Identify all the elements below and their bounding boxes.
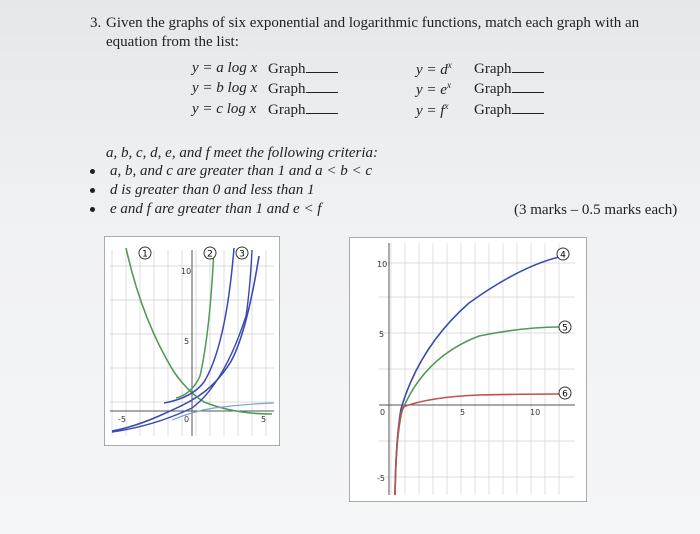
graph-label: Graph (268, 61, 306, 77)
criteria-text: e and f are greater than 1 and e < f (110, 201, 322, 217)
tick-label: 0 (184, 415, 190, 424)
marker-5 (559, 321, 571, 334)
criteria-item (90, 182, 314, 199)
equation-a-log: y = a log x (192, 60, 258, 76)
graph-left (104, 236, 280, 446)
tick-label: 0 (380, 408, 386, 417)
graph-label: Graph (268, 81, 306, 97)
tick-label: 5 (184, 337, 190, 346)
equation-exponent: x (447, 60, 452, 70)
svg-text:3: 3 (239, 249, 245, 260)
tick-label: 10 (377, 260, 388, 269)
criteria-intro: a, b, c, d, e, and f meet the following criteria: (106, 145, 379, 161)
graph-blank-c[interactable] (268, 101, 338, 119)
answer-blank[interactable] (512, 60, 544, 73)
tick-label: 5 (379, 330, 385, 339)
bullet-icon (90, 207, 95, 212)
marker-2 (204, 247, 216, 260)
answer-blank[interactable] (512, 80, 544, 93)
marker-4 (557, 248, 569, 261)
equation-d-exp (416, 60, 452, 79)
equation-base: y = d (416, 62, 448, 78)
tick-label: -5 (118, 415, 126, 424)
criteria-item (90, 163, 372, 180)
answer-blank[interactable] (306, 60, 338, 73)
svg-text:4: 4 (560, 250, 566, 261)
bullet-icon (90, 188, 95, 193)
marker-6 (559, 387, 571, 400)
criteria-text: d is greater than 0 and less than 1 (110, 182, 315, 198)
tick-label: 5 (261, 415, 267, 424)
graph-label: Graph (268, 102, 306, 118)
equation-e-exp (416, 80, 451, 99)
equation-base: y = f (416, 103, 445, 119)
criteria-text: a, b, and c are greater than 1 and a < b < c (110, 163, 373, 179)
graph-blank-b[interactable] (268, 80, 338, 98)
answer-blank[interactable] (512, 101, 544, 114)
marker-3 (236, 247, 248, 260)
graph-blank-e[interactable] (474, 80, 544, 98)
marker-1 (139, 247, 151, 260)
graph-label: Graph (474, 81, 512, 97)
svg-text:5: 5 (562, 323, 568, 334)
tick-label: 5 (460, 408, 466, 417)
equation-c-log: y = c log x (192, 101, 257, 117)
graph-blank-f[interactable] (474, 101, 544, 119)
graph-label: Graph (474, 61, 512, 77)
question-text-line1: Given the graphs of six exponential and logarithmic functions, match each graph with an (106, 15, 640, 31)
svg-text:2: 2 (207, 249, 213, 260)
graph-label: Graph (474, 102, 512, 118)
answer-blank[interactable] (306, 80, 338, 93)
graph-blank-d[interactable] (474, 60, 544, 78)
svg-text:6: 6 (562, 389, 568, 400)
graph-right (349, 237, 587, 502)
equation-exponent: x (446, 80, 451, 90)
graph-blank-a[interactable] (268, 60, 338, 78)
tick-label: 10 (530, 408, 541, 417)
equation-exponent: x (444, 101, 449, 111)
question-text-line2: equation from the list: (106, 34, 239, 50)
svg-text:1: 1 (142, 249, 148, 260)
tick-label: -5 (377, 474, 385, 483)
equation-f-exp (416, 101, 448, 120)
tick-label: 10 (181, 267, 192, 276)
question-number: 3. (90, 15, 102, 31)
criteria-item (90, 201, 321, 218)
answer-blank[interactable] (306, 101, 338, 114)
equation-base: y = e (416, 82, 447, 98)
equation-b-log: y = b log x (192, 80, 258, 96)
bullet-icon (90, 169, 95, 174)
marks-note: (3 marks – 0.5 marks each) (514, 202, 678, 218)
